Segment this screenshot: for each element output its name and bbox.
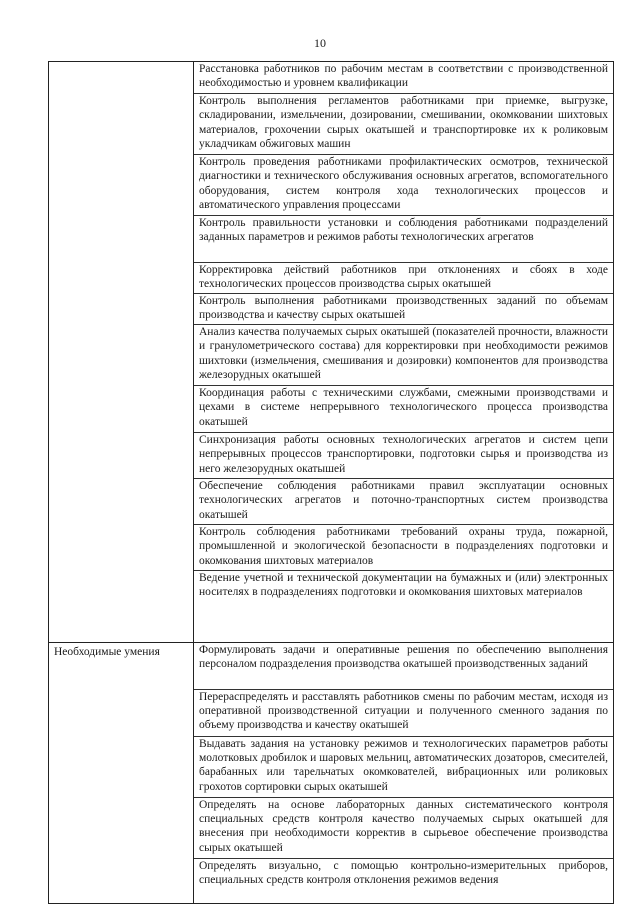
list-item: Ведение учетной и технической документации на бумажных и (или) электронных носителях в подразделениях подготовки и окомкования шихтовых материалов (199, 572, 608, 599)
section-label (49, 62, 193, 64)
page-number: 10 (314, 36, 326, 50)
list-item: Корректировка действий работников при отклонениях и сбоях в ходе технологических процессов производства сырых окатышей (194, 263, 613, 294)
list-item: Формулировать задачи и оперативные решения по обеспечению выполнения персоналом подразделения производства окатышей производственных заданий (194, 643, 613, 690)
table-row (49, 642, 614, 903)
list-item: Определять визуально, с помощью контрольно-измерительных приборов, специальных средств контроля отклонения режимов ведения (199, 859, 608, 887)
list-item: Координация работы с техническими службами, смежными производствами и цехами в системе непрерывного технологического процесса производства окатышей (194, 386, 613, 433)
list-item: Выдавать задания на установку режимов и технологических параметров работы молотковых дробилок и шаровых мельниц, автоматических дозаторов, смесителей, барабанных или тарельчатых окомкователей, вибрационных или роликовых грохотов сортировки сырых окатышей (194, 737, 613, 798)
section-items-cell (194, 62, 614, 643)
list-item: Анализ качества получаемых сырых окатышей (показателей прочности, влажности и гранулометрического состава) для корректировки при необходимости режимов шихтовки (измельчения, смешивания и дозировки) компонентов для производства железорудных окатышей (194, 325, 613, 386)
section-label-cell (49, 62, 194, 643)
table-row (49, 62, 614, 643)
list-item: Контроль правильности установки и соблюдения работниками подразделений заданных параметров и режимов работы технологических агрегатов (194, 216, 613, 263)
list-item: Контроль выполнения регламентов работниками при приемке, выгрузке, складировании, измельчении, дозировании, смешивании, окомковании шихтовых материалов, грохочении сырых окатышей и транспортировке их к роликовым укладчикам обжиговых машин (194, 94, 613, 155)
list-item: Контроль соблюдения работниками требований охраны труда, пожарной, промышленной и экологической безопасности в подразделениях подготовки и окомкования шихтовых материалов (194, 525, 613, 571)
list-item: Синхронизация работы основных технологических агрегатов и систем цепи непрерывных процессов транспортировки, подготовки сырья и производства из него железорудных окатышей (194, 433, 613, 479)
section-label: Необходимые умения (54, 645, 160, 658)
list-item: Определять на основе лабораторных данных систематического контроля специальных средств контроля качество получаемых сырых окатышей для внесения при необходимости корректив в сырьевое обеспечение производства сырых окатышей (194, 798, 613, 859)
list-item: Контроль проведения работниками профилактических осмотров, технической диагностики и технического обслуживания основных агрегатов, вспомогательного оборудования, систем контроля хода технологических процессов и автоматического управления процессами (194, 155, 613, 216)
requirements-table (48, 61, 614, 904)
section-items-cell (194, 642, 614, 903)
list-item: Расстановка работников по рабочим местам в соответствии с производственной необходимостью и уровнем квалификации (194, 62, 613, 94)
list-item: Обеспечение соблюдения работниками правил эксплуатации основных технологических агрегатов и поточно-транспортных систем производства окатышей (194, 479, 613, 525)
section-label-cell (49, 642, 194, 903)
list-item: Перераспределять и расставлять работников смены по рабочим местам, исходя из оперативной производственной ситуации и полученного сменного задания по объему производства и качеству окатышей (194, 690, 613, 737)
list-item: Контроль выполнения работниками производственных заданий по объемам производства и качеству сырых окатышей (194, 294, 613, 325)
